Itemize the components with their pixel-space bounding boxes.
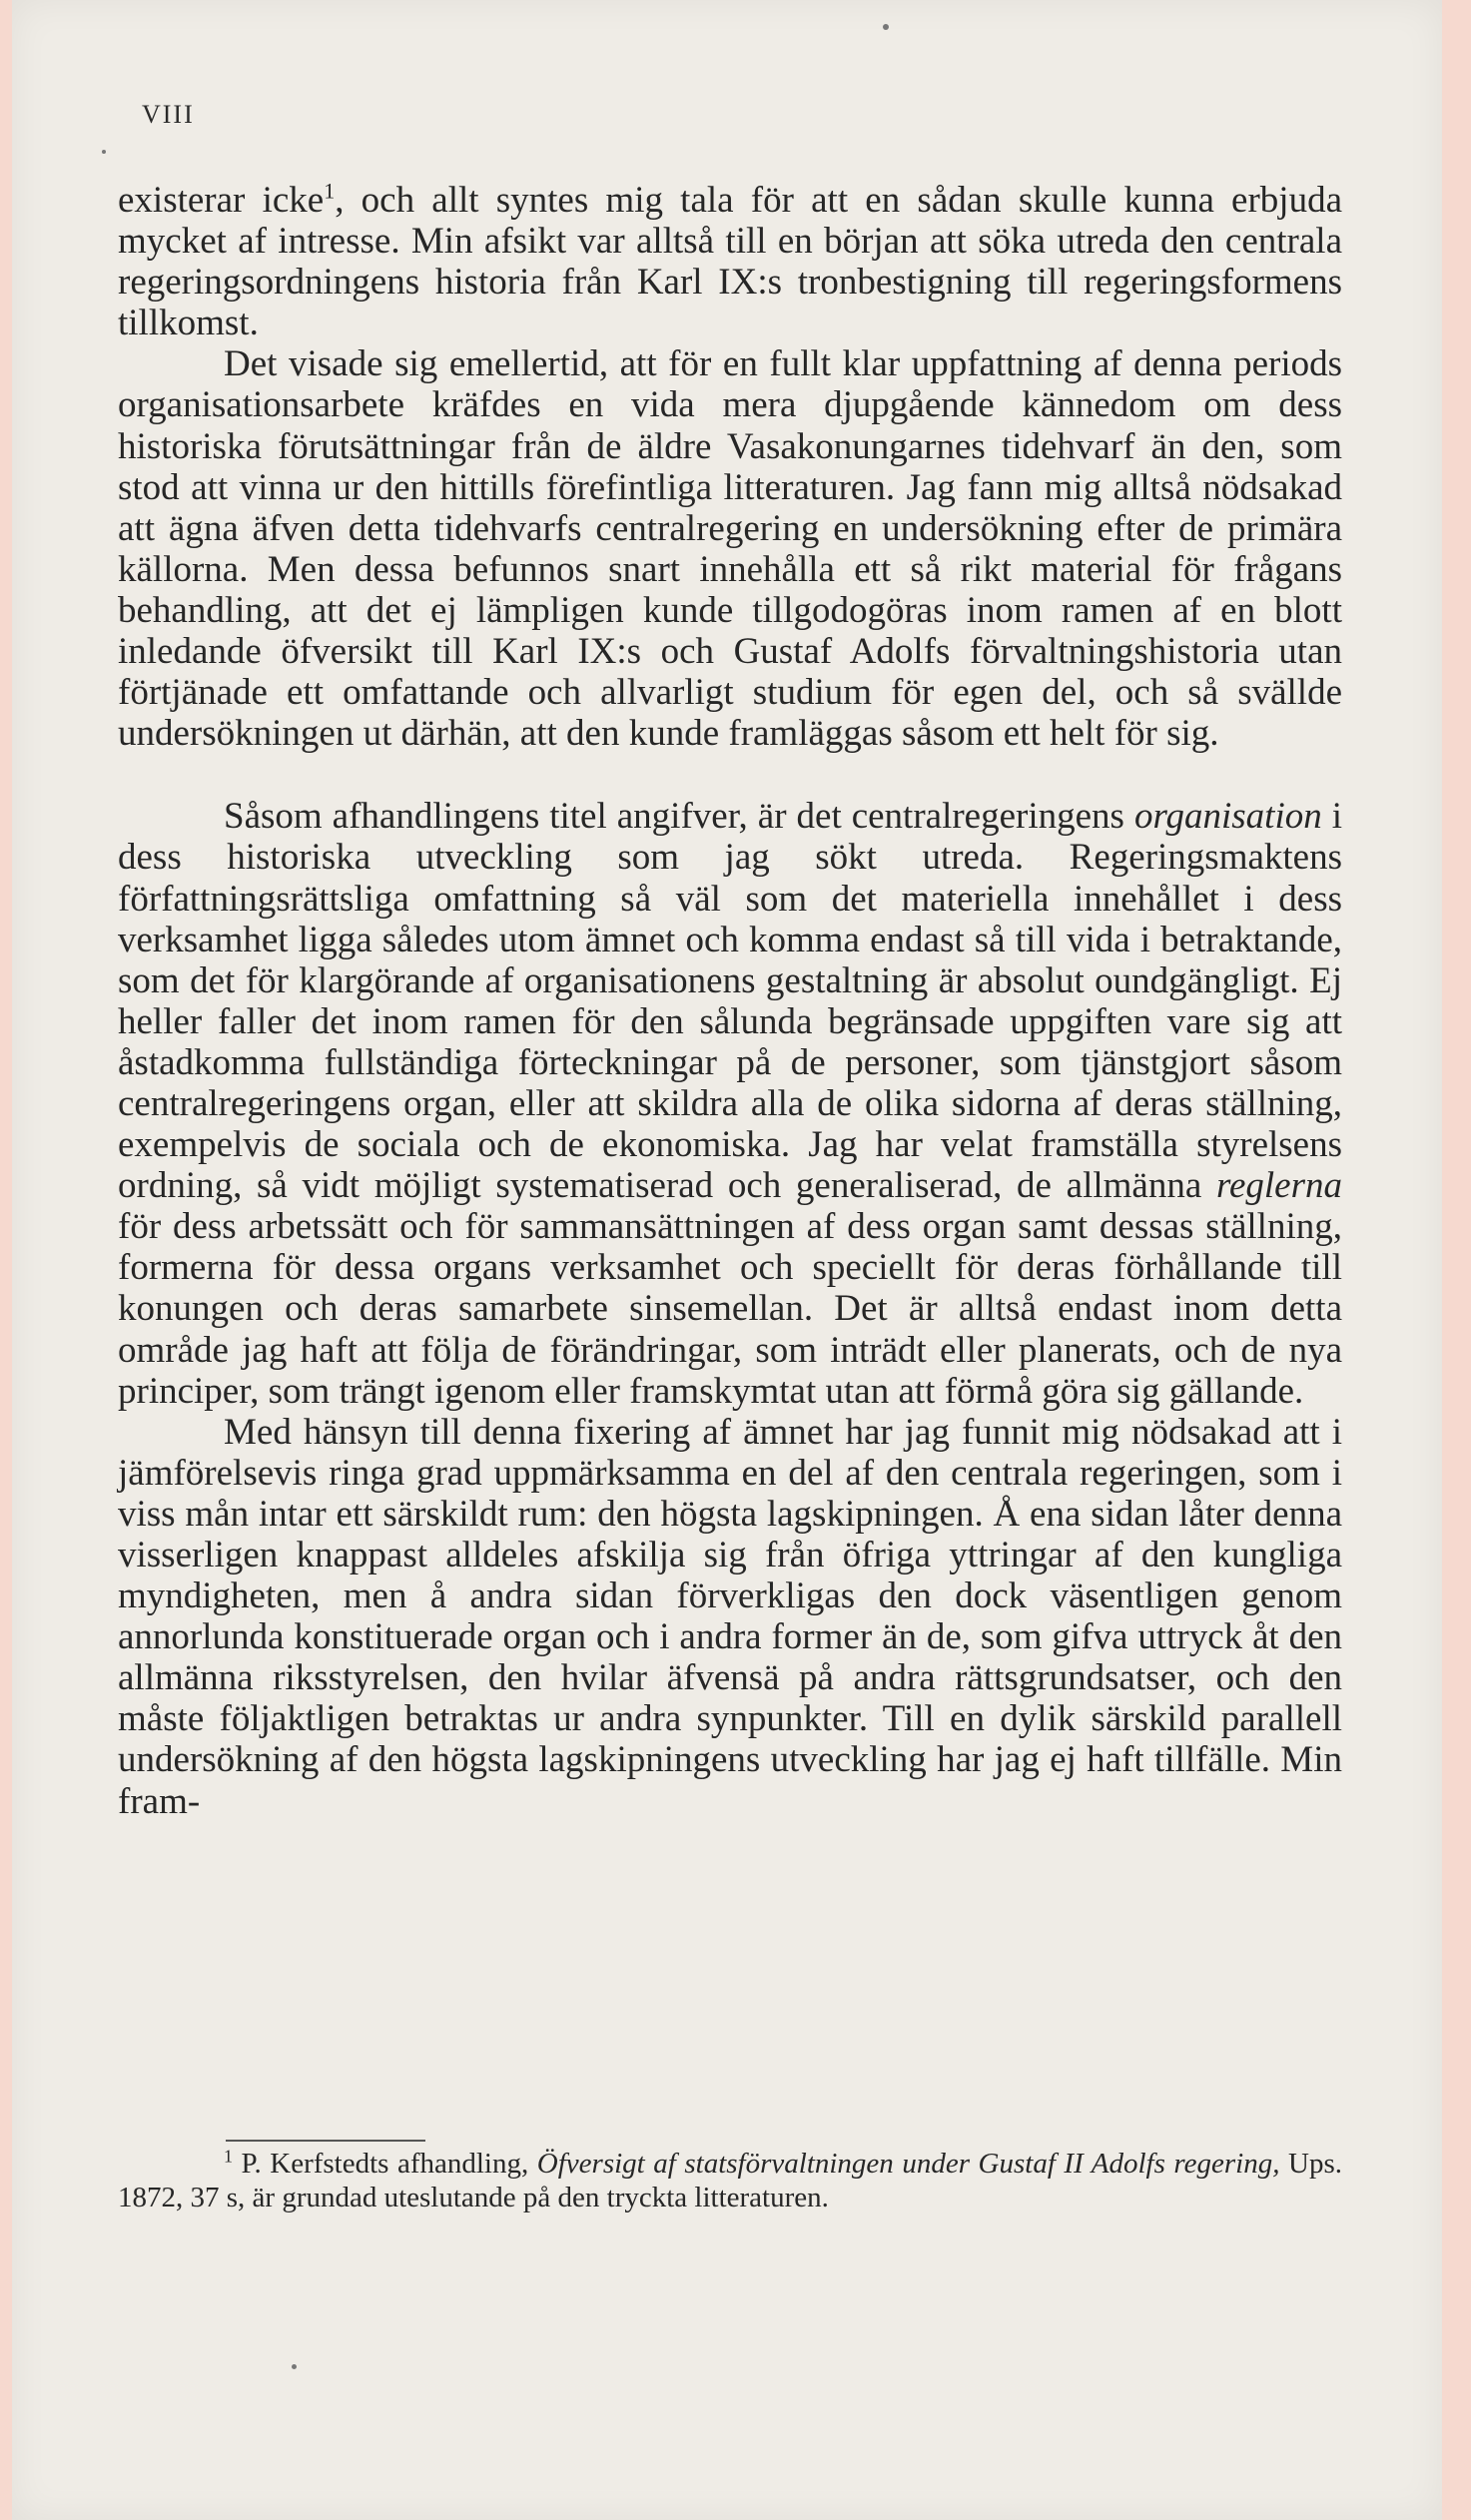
ink-speck <box>102 150 106 154</box>
ink-speck <box>883 24 889 30</box>
text-run: P. <box>233 2148 271 2180</box>
text-run: Med hänsyn till denna fixering af ämnet har jag funnit mig nödsakad att i jämförelsevis ringa grad uppmärksamma en del af den centrala regeringen, som i viss mån intar ett särskildt rum: den högsta lagskipningen. Å ena sidan låter denna visserligen knappast alldeles afskilja sig från öfriga yttringar af den kungliga myndigheten, men å andra sidan förverkligas den dock väsentligen genom annorlunda konstituerade organ och i andra former än de, som gifva uttryck åt den allmänna riksstyrelsen, den hvilar äfvensä på andra rättsgrundsatser, och den måste följaktligen betraktas ur andra synpunkter. Till en dylik särskild parallell undersökning af den högsta lagskipningens utveckling har jag ej haft tillfälle. Min fram- <box>118 1411 1342 1822</box>
ink-speck <box>292 2364 297 2369</box>
footnote-rule <box>226 2140 425 2142</box>
paragraph <box>118 796 1342 1411</box>
text-run: för dess arbetssätt och för sammansättningen af dess organ samt dessas ställning, formerna för dessa organs verksamhet och speciellt för deras förhållande till konungen och deras samarbete sinsemellan. Det är alltså endast inom detta område jag haft att följa de förändringar, som inträdt eller planerats, och de nya principer, som trängt igenom eller framskymtat utan att förmå göra sig gällande. <box>118 1206 1342 1412</box>
body-text <box>118 180 1342 1822</box>
text-run: existerar icke <box>118 180 325 221</box>
italic-text: reglerna <box>1215 1165 1342 1207</box>
text-run: i dess historiska utveckling som jag sökt utreda. Regeringsmaktens författningsrättsliga omfattning så väl som det materiella innehållet i dess verksamhet ligga således utom ämnet och komma endast så till vida i betraktande, som det för klargörande af organisationens gestaltning är absolut oundgängligt. Ej heller faller det inom ramen för den sålunda begränsade uppgiften vare sig att åstadkomma fullständiga förteckningar på de personer, som tjänstgjort såsom centralregeringens organ, eller att skildra alla de olika sidorna af deras ställning, exempelvis de sociala och de ekonomiska. Jag har velat framställa styrelsens ordning, så vidt möjligt systematiserad och generaliserad, de allmänna <box>118 796 1342 1207</box>
page-number: VIII <box>142 100 195 129</box>
text-run: Det visade sig emellertid, att för en fullt klar uppfattning af denna periods organisationsarbete kräfdes en vida mera djupgående kännedom om dess historiska förutsättningar från de äldre Vasakonungarnes tidehvarf än den, som stod att vinna ur den hittills förefintliga litteraturen. Jag fann mig alltså nödsakad att ägna äfven detta tidehvarfs centralregering en undersökning efter de primära källorna. Men dessa befunnos snart innehålla ett så rikt material för frågans behandling, att det ej lämpligen kunde tillgodogöras inom ramen af en blott inledande öfversikt till Karl IX:s och Gustaf Adolfs förvaltningshistoria utan förtjänade ett omfattande och allvarligt studium för egen del, och så svällde undersökningen ut därhän, att den kunde framläggas såsom ett helt för sig. <box>118 343 1342 755</box>
text-run: Ups. 1872, 37 s, är grundad uteslutande på den tryckta litteraturen. <box>118 2148 1342 2213</box>
text-run: , och allt syntes mig tala för att en sådan skulle kunna erbjuda mycket af intresse. Min afsikt var alltså till en början att söka utreda den centrala regeringsordningens historia från Karl IX:s tronbestigning till regeringsformens tillkomst. <box>118 180 1343 344</box>
text-run: afhandling, <box>388 2148 537 2180</box>
italic-text: organisation <box>1133 796 1322 838</box>
paragraph <box>118 343 1342 754</box>
footnote <box>118 2147 1342 2214</box>
italic-text: Öfversigt af statsförvaltningen under Gustaf II Adolfs regering, <box>536 2148 1280 2180</box>
book-page <box>12 0 1442 2520</box>
paragraph <box>118 1412 1342 1822</box>
paragraph <box>118 180 1342 343</box>
text-run: Såsom afhandlingens titel angifver, är det centralregeringens <box>224 796 1134 838</box>
footnote-marker: 1 <box>224 2146 233 2167</box>
footnote-marker: 1 <box>324 178 336 204</box>
text-run: Kerfstedts <box>270 2148 389 2180</box>
footnote-paragraph <box>118 2147 1342 2214</box>
